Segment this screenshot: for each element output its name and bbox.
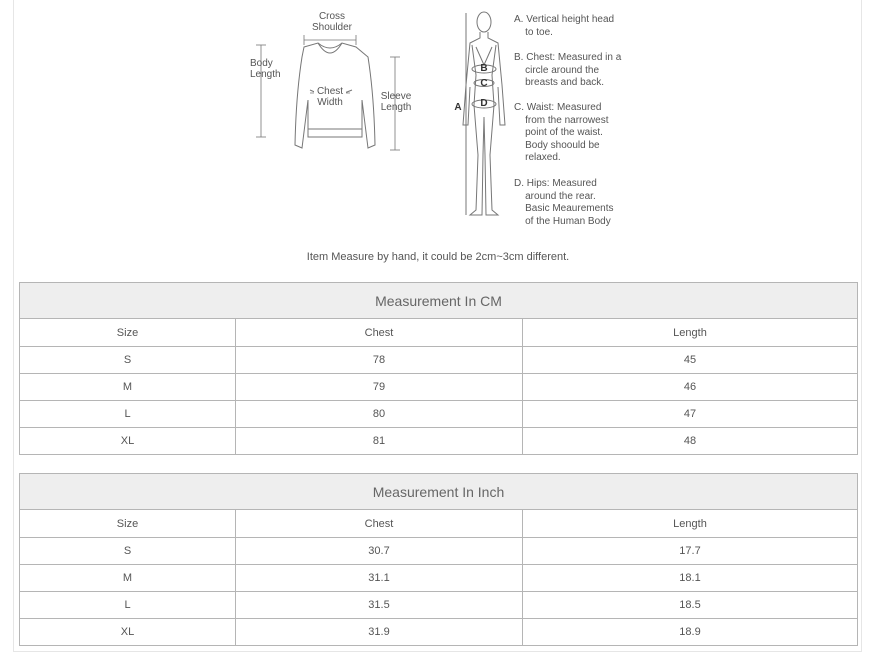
size-cell: L xyxy=(20,592,236,619)
size-cell: XL xyxy=(20,619,236,646)
legend-item-a: A. Vertical height head to toe. xyxy=(514,14,615,38)
table-row xyxy=(20,347,858,374)
table-row xyxy=(20,538,858,565)
size-cell: S xyxy=(20,538,236,565)
column-header-chest: Chest xyxy=(236,319,523,347)
length-cell: 48 xyxy=(523,428,858,455)
table-header-row xyxy=(20,319,858,347)
marker-d: D xyxy=(480,98,488,109)
table-row xyxy=(20,401,858,428)
table-row xyxy=(20,374,858,401)
column-header-length: Length xyxy=(523,319,858,347)
table-caption-inch: Measurement In Inch xyxy=(20,474,858,510)
marker-a: A xyxy=(454,102,462,113)
chest-cell: 31.9 xyxy=(236,619,523,646)
column-header-size: Size xyxy=(20,510,236,538)
table-caption-cm: Measurement In CM xyxy=(20,283,858,319)
chest-cell: 30.7 xyxy=(236,538,523,565)
size-table-inch xyxy=(19,473,858,646)
column-header-length: Length xyxy=(523,510,858,538)
chest-width-label: Chest Width xyxy=(314,86,346,108)
length-cell: 18.9 xyxy=(523,619,858,646)
length-cell: 46 xyxy=(523,374,858,401)
length-cell: 47 xyxy=(523,401,858,428)
length-cell: 18.1 xyxy=(523,565,858,592)
marker-b: B xyxy=(480,63,488,74)
measure-note: Item Measure by hand, it could be 2cm~3cm different. xyxy=(306,251,570,263)
chest-cell: 31.5 xyxy=(236,592,523,619)
chest-cell: 81 xyxy=(236,428,523,455)
chest-cell: 78 xyxy=(236,347,523,374)
length-cell: 45 xyxy=(523,347,858,374)
column-header-chest: Chest xyxy=(236,510,523,538)
table-header-row xyxy=(20,510,858,538)
chest-cell: 79 xyxy=(236,374,523,401)
size-cell: XL xyxy=(20,428,236,455)
body-length-label: Body Length xyxy=(250,58,281,80)
length-cell: 18.5 xyxy=(523,592,858,619)
length-cell: 17.7 xyxy=(523,538,858,565)
size-table-cm xyxy=(19,282,858,455)
table-row xyxy=(20,428,858,455)
marker-c: C xyxy=(480,78,488,89)
cross-shoulder-label: Cross Shoulder xyxy=(311,11,353,33)
legend-item-b: B. Chest: Measured in a circle around the breasts and back. xyxy=(514,52,622,88)
chest-cell: 31.1 xyxy=(236,565,523,592)
table-row xyxy=(20,619,858,646)
measurement-diagram xyxy=(240,5,640,240)
size-cell: M xyxy=(20,374,236,401)
size-cell: M xyxy=(20,565,236,592)
size-cell: S xyxy=(20,347,236,374)
chest-cell: 80 xyxy=(236,401,523,428)
table-row xyxy=(20,565,858,592)
sleeve-length-label: Sleeve Length xyxy=(380,91,412,113)
column-header-size: Size xyxy=(20,319,236,347)
table-row xyxy=(20,592,858,619)
size-cell: L xyxy=(20,401,236,428)
legend-item-d: D. Hips: Measured around the rear. Basic Meaurements of the Human Body xyxy=(514,178,614,227)
legend-item-c: C. Waist: Measured from the narrowest point of the waist. Body shoould be relaxed. xyxy=(514,102,609,163)
